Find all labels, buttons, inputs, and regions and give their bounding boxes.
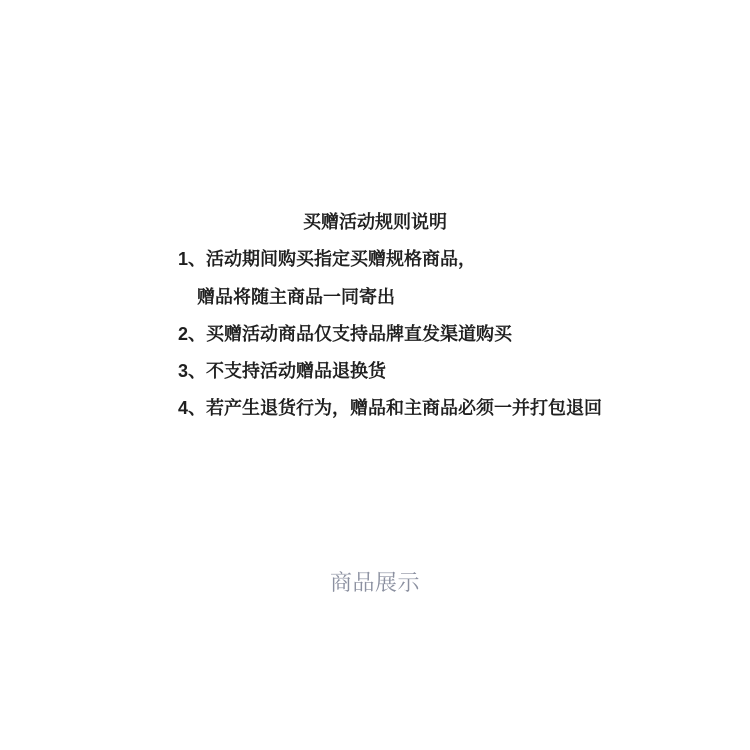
rule-line-3: 3、不支持活动赠品退换货	[178, 361, 387, 381]
rule-line-1: 1、活动期间购买指定买赠规格商品，	[178, 249, 477, 269]
rule-line-1-continuation: 赠品将随主商品一同寄出	[197, 287, 395, 307]
product-display-heading: 商品展示	[329, 570, 420, 595]
rule-line-2: 2、买赠活动商品仅支持品牌直发渠道购买	[178, 324, 513, 344]
rule-line-4: 4、若产生退货行为，赠品和主商品必须一并打包退回	[178, 398, 603, 418]
rules-title: 买赠活动规则说明	[303, 212, 447, 232]
